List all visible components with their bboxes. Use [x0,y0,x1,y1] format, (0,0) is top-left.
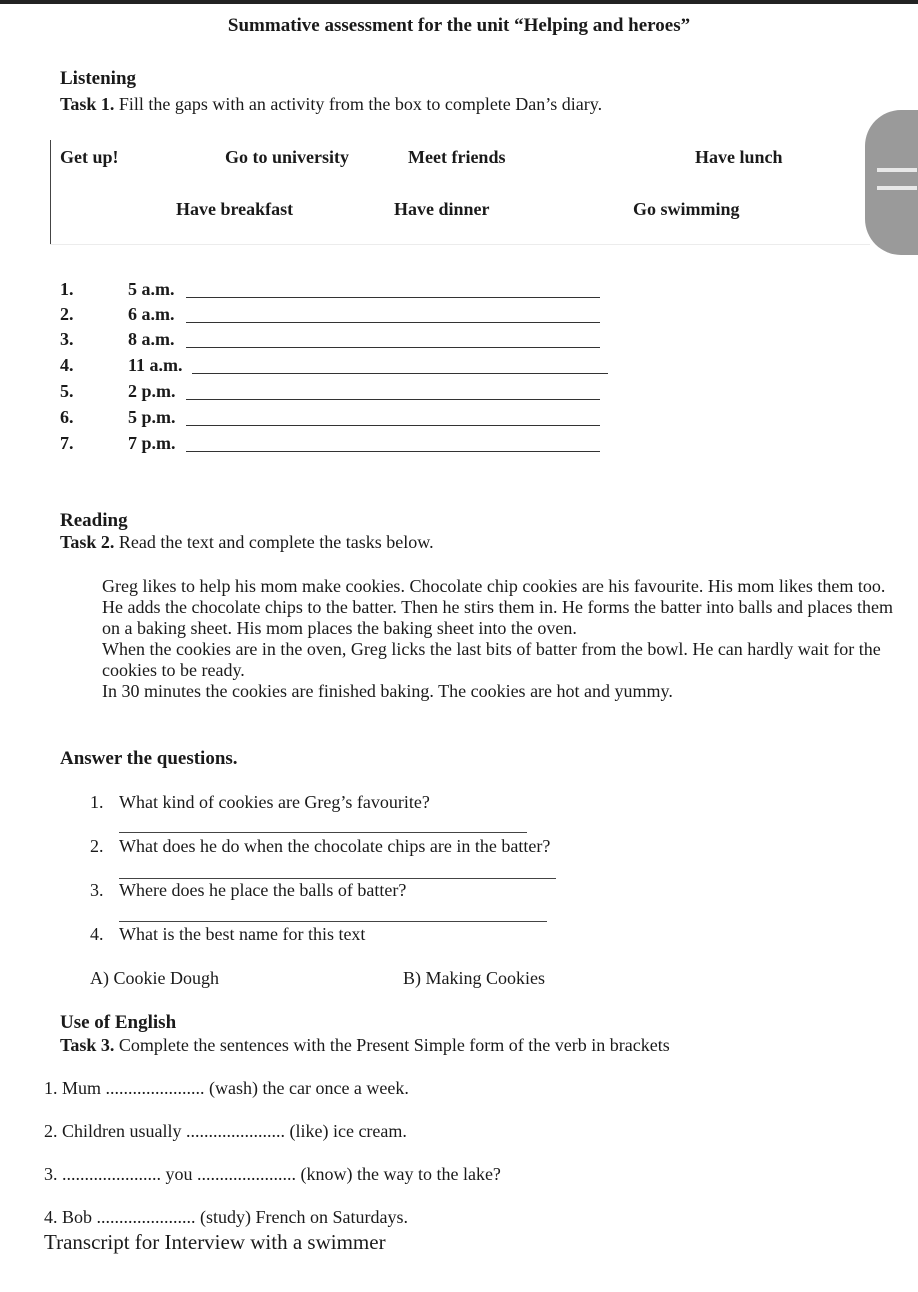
diary-answer-line[interactable] [186,399,600,400]
grammar-sentence: 2. Children usually ...................... (like) ice cream. [44,1121,407,1141]
question-answer-line[interactable] [119,832,527,833]
activity-have-dinner: Have dinner [394,199,490,219]
task2-label: Task 2. [60,532,115,552]
diary-number: 4. [60,355,74,375]
question-number: 1. [90,792,104,812]
diary-number: 2. [60,304,74,324]
grammar-sentence: 3. ...................... you ...................... (know) the way to the lake? [44,1164,501,1184]
reading-paragraph: When the cookies are in the oven, Greg licks the last bits of batter from the bowl. He can hardly wait for the cookies to be ready. [102,639,881,680]
diary-time: 2 p.m. [128,381,176,401]
use-of-english-heading: Use of English [60,1012,177,1033]
diary-number: 5. [60,381,74,401]
diary-answer-line[interactable] [186,322,600,323]
task1-text: Fill the gaps with an activity from the box to complete Dan’s diary. [114,94,603,114]
grammar-sentence: 1. Mum ...................... (wash) the car once a week. [44,1078,409,1098]
diary-time: 8 a.m. [128,329,175,349]
activity-go-to-university: Go to university [225,147,349,167]
activity-box-border [50,140,51,244]
reading-paragraph: Greg likes to help his mom make cookies. Chocolate chip cookies are his favourite. His mom likes them too. [102,576,886,596]
answer-questions-heading: Answer the questions. [60,748,238,769]
activity-get-up: Get up! [60,147,119,167]
question-text: What is the best name for this text [119,924,366,944]
page-title: Summative assessment for the unit “Helping and heroes” [227,15,691,36]
grammar-sentence: 4. Bob ...................... (study) French on Saturdays. [44,1207,408,1227]
task1-label: Task 1. [60,94,115,114]
diary-answer-line[interactable] [186,347,600,348]
reading-paragraph: He adds the chocolate chips to the batter. Then he stirs them in. He forms the batter into balls and places them on a baking sheet. His mom places the baking sheet into the oven. [102,597,893,638]
diary-number: 6. [60,407,74,427]
activity-go-swimming: Go swimming [633,199,740,219]
diary-number: 3. [60,329,74,349]
grip-line-icon [877,168,917,172]
scroll-handle[interactable] [865,110,918,255]
diary-answer-line[interactable] [192,373,608,374]
option-a[interactable]: A) Cookie Dough [90,968,219,988]
task2-text: Read the text and complete the tasks below. [114,532,434,552]
question-answer-line[interactable] [119,921,547,922]
listening-heading: Listening [60,68,137,89]
diary-answer-line[interactable] [186,425,600,426]
question-text: What does he do when the chocolate chips are in the batter? [119,836,551,856]
diary-time: 5 a.m. [128,279,175,299]
activity-box-bottom [50,244,870,245]
task2-instruction [60,532,434,553]
question-text: Where does he place the balls of batter? [119,880,407,900]
activity-meet-friends: Meet friends [408,147,506,167]
task1-instruction [60,94,602,115]
diary-number: 7. [60,433,74,453]
option-b[interactable]: B) Making Cookies [403,968,545,988]
question-number: 3. [90,880,104,900]
diary-answer-line[interactable] [186,451,600,452]
reading-passage [44,576,894,702]
diary-number: 1. [60,279,74,299]
transcript-heading: Transcript for Interview with a swimmer [44,1230,386,1254]
diary-time: 11 a.m. [128,355,183,375]
task3-text: Complete the sentences with the Present Simple form of the verb in brackets [114,1035,670,1055]
activity-have-lunch: Have lunch [695,147,783,167]
task3-instruction [60,1035,670,1056]
diary-time: 5 p.m. [128,407,176,427]
question-number: 4. [90,924,104,944]
question-text: What kind of cookies are Greg’s favourite? [119,792,430,812]
top-border [0,0,918,4]
diary-time: 6 a.m. [128,304,175,324]
diary-time: 7 p.m. [128,433,176,453]
diary-answer-line[interactable] [186,297,600,298]
task3-label: Task 3. [60,1035,115,1055]
question-number: 2. [90,836,104,856]
reading-heading: Reading [60,510,128,531]
grip-line-icon [877,186,917,190]
activity-have-breakfast: Have breakfast [176,199,294,219]
reading-paragraph: In 30 minutes the cookies are finished baking. The cookies are hot and yummy. [102,681,673,701]
question-answer-line[interactable] [119,878,556,879]
